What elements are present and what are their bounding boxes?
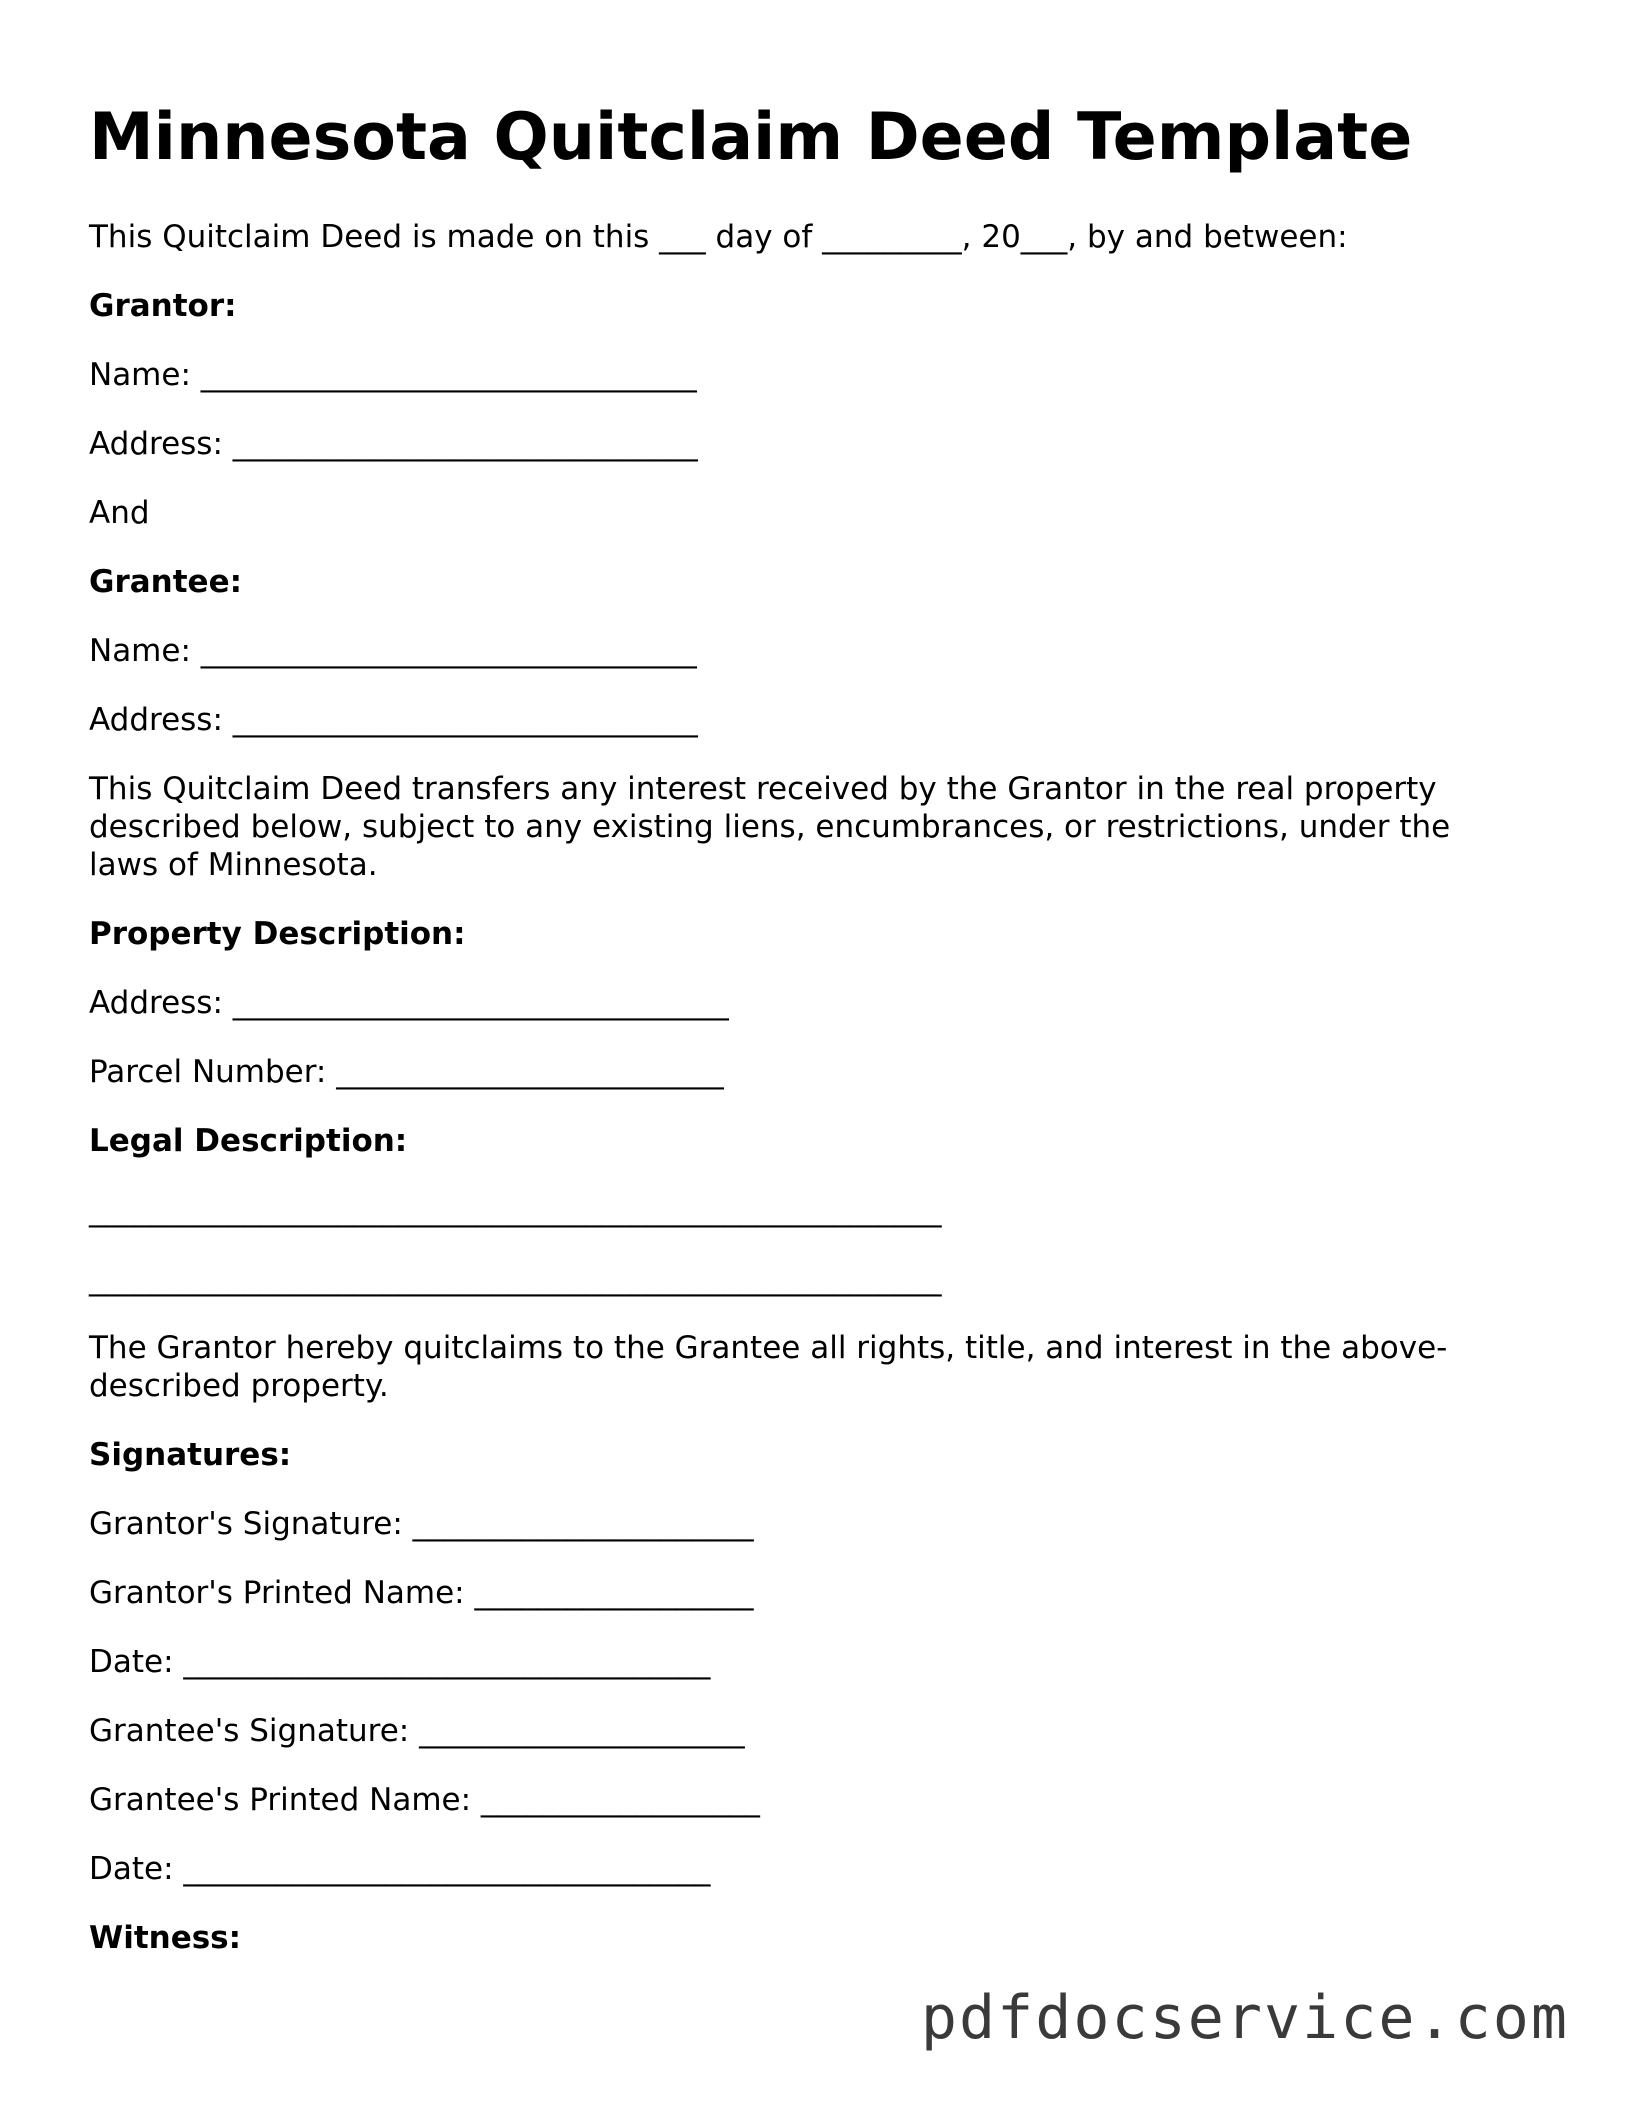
signatures-heading: Signatures: — [89, 1437, 292, 1473]
grantee-date-field: Date: __________________________________ — [89, 1851, 711, 1887]
transfer-paragraph: This Quitclaim Deed transfers any interest received by the Grantor in the real property described below, subject to any existing liens, encumbrances, or restrictions, under the laws of Minnesota. — [89, 771, 1451, 883]
grantor-address-field: Address: ______________________________ — [89, 426, 698, 462]
document-title: Minnesota Quitclaim Deed Template — [89, 100, 1413, 175]
grantee-printed-name-field: Grantee's Printed Name: __________________ — [89, 1782, 760, 1818]
watermark: pdfdocservice.com — [920, 1983, 1569, 2053]
grantor-heading: Grantor: — [89, 288, 237, 324]
intro-line: This Quitclaim Deed is made on this ___ day of _________, 20___, by and between: — [89, 219, 1348, 255]
grantee-signature-field: Grantee's Signature: _____________________ — [89, 1713, 745, 1749]
property-description-heading: Property Description: — [89, 916, 466, 952]
and-text: And — [89, 495, 150, 531]
quitclaim-paragraph: The Grantor hereby quitclaims to the Grantee all rights, title, and interest in the above-described property. — [89, 1330, 1448, 1404]
grantee-heading: Grantee: — [89, 564, 242, 600]
grantor-signature-field: Grantor's Signature: ______________________ — [89, 1506, 754, 1542]
legal-description-line-2: _______________________________________________________ — [89, 1261, 942, 1297]
parcel-number-field: Parcel Number: _________________________ — [89, 1054, 724, 1090]
grantor-name-field: Name: ________________________________ — [89, 357, 697, 393]
grantor-printed-name-field: Grantor's Printed Name: __________________ — [89, 1575, 754, 1611]
witness-heading: Witness: — [89, 1920, 242, 1956]
property-address-field: Address: ________________________________ — [89, 985, 729, 1021]
legal-description-heading: Legal Description: — [89, 1123, 408, 1159]
grantor-date-field: Date: __________________________________ — [89, 1644, 711, 1680]
grantee-name-field: Name: ________________________________ — [89, 633, 697, 669]
legal-description-line-1: _______________________________________________________ — [89, 1192, 942, 1228]
document-page — [89, 100, 1509, 1988]
grantee-address-field: Address: ______________________________ — [89, 702, 698, 738]
